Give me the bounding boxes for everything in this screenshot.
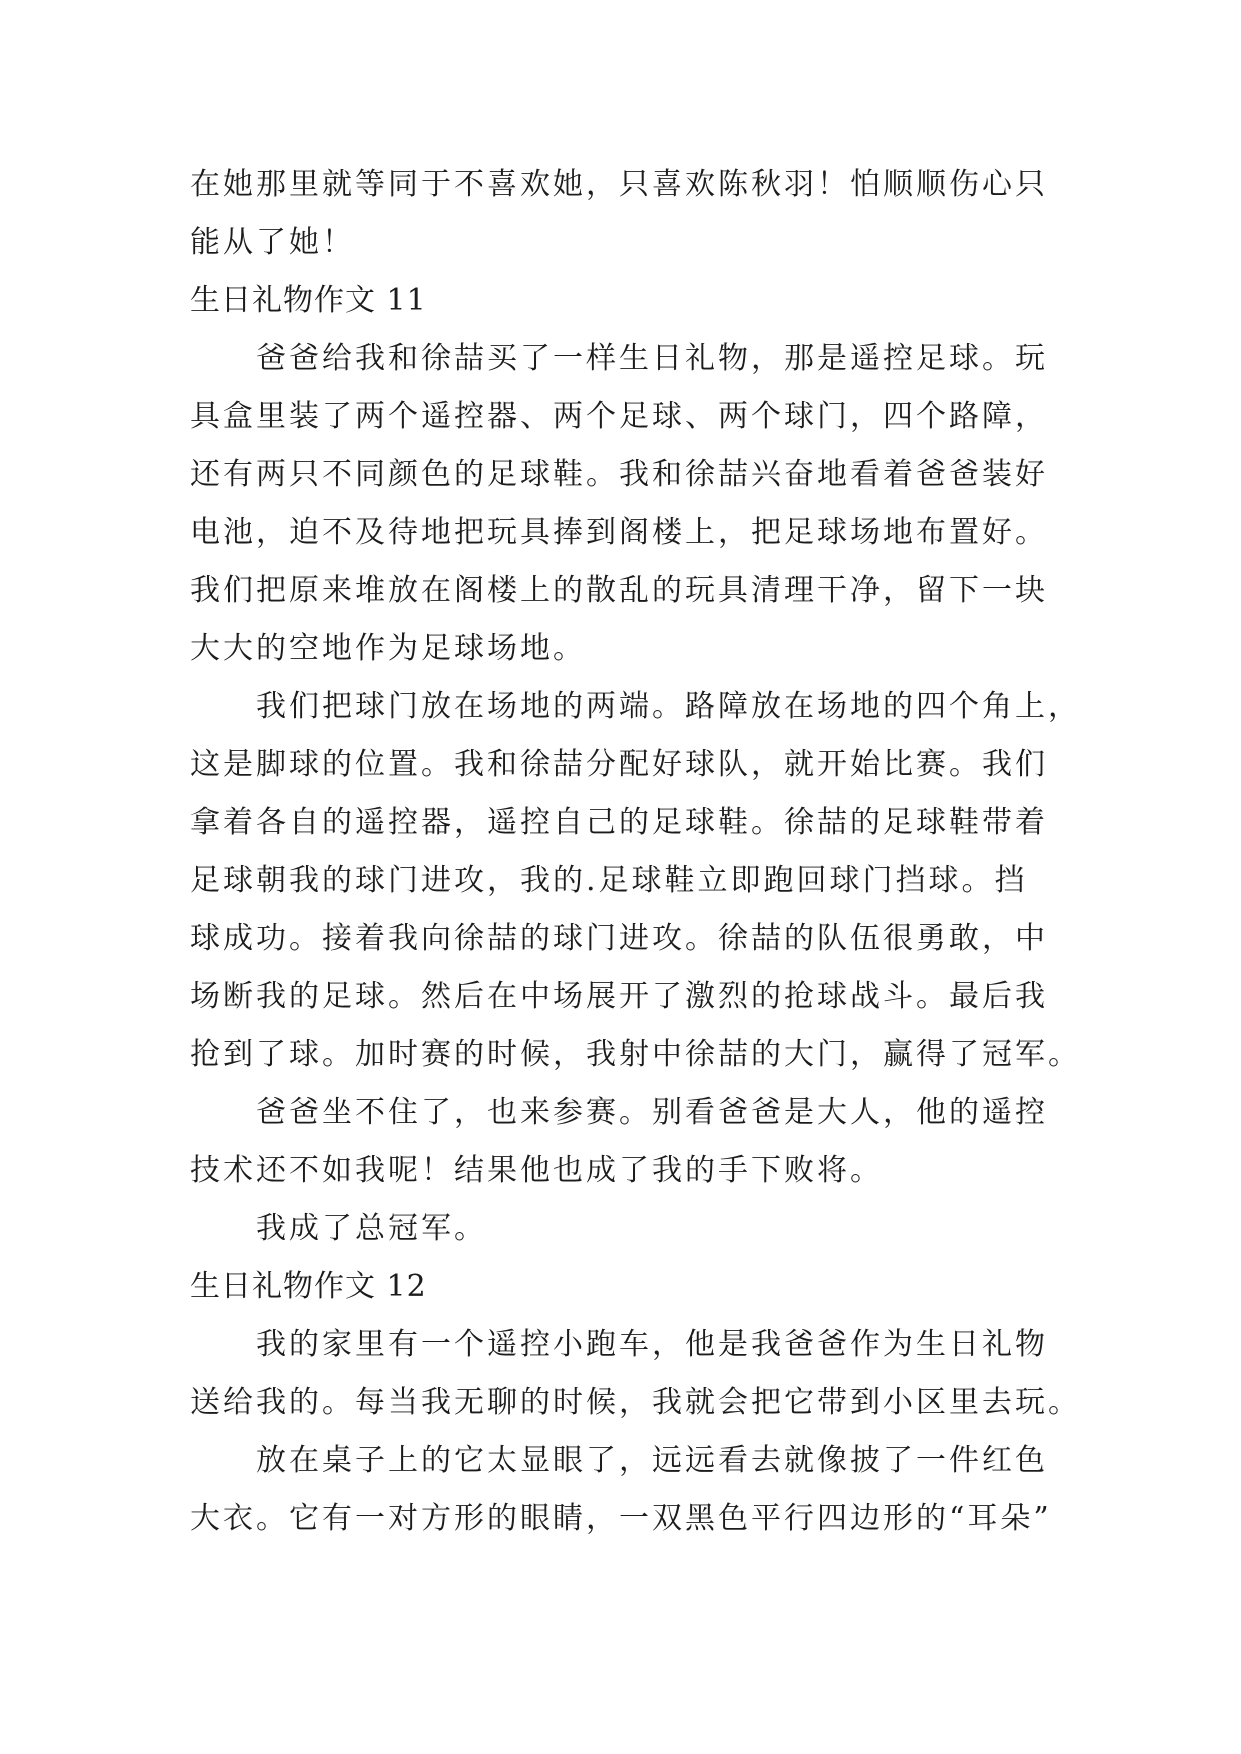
paragraph-line: 爸爸给我和徐喆买了一样生日礼物，那是遥控足球。玩 (256, 341, 1048, 376)
paragraph-line: 球成功。接着我向徐喆的球门进攻。徐喆的队伍很勇敢，中 (190, 921, 1048, 956)
paragraph (190, 678, 1090, 1084)
paragraph-line: 大大的空地作为足球场地。 (190, 631, 586, 666)
paragraph-line: 爸爸坐不住了，也来参赛。别看爸爸是大人，他的遥控 (256, 1095, 1048, 1130)
paragraph-line: 具盒里装了两个遥控器、两个足球、两个球门，四个路障， (190, 399, 1048, 434)
paragraph (190, 1432, 1090, 1548)
paragraph-line: 还有两只不同颜色的足球鞋。我和徐喆兴奋地看着爸爸装好 (190, 457, 1048, 492)
paragraph-line: 拿着各自的遥控器，遥控自己的足球鞋。徐喆的足球鞋带着 (190, 805, 1048, 840)
paragraph-line: 我们把球门放在场地的两端。路障放在场地的四个角上， (256, 689, 1081, 724)
paragraph (190, 330, 1090, 678)
paragraph (190, 1316, 1090, 1432)
section-heading: 生日礼物作文 12 (190, 1269, 427, 1304)
paragraph-line: 送给我的。每当我无聊的时候，我就会把它带到小区里去玩。 (190, 1385, 1081, 1420)
section-essay-12 (190, 1258, 1090, 1548)
paragraph-line: 大衣。它有一对方形的眼睛，一双黑色平行四边形的“耳朵” (190, 1501, 1052, 1536)
paragraph-line: 电池，迫不及待地把玩具捧到阁楼上，把足球场地布置好。 (190, 515, 1048, 550)
paragraph-line: 我成了总冠军。 (256, 1211, 487, 1246)
paragraph (190, 1200, 1090, 1258)
paragraph-line: 这是脚球的位置。我和徐喆分配好球队，就开始比赛。我们 (190, 747, 1048, 782)
paragraph-line: 技术还不如我呢！结果他也成了我的手下败将。 (190, 1153, 883, 1188)
paragraph-line: 场断我的足球。然后在中场展开了激烈的抢球战斗。最后我 (190, 979, 1048, 1014)
section-heading: 生日礼物作文 11 (190, 283, 427, 318)
document-body (190, 156, 1090, 1548)
paragraph-line: 放在桌子上的它太显眼了，远远看去就像披了一件红色 (256, 1443, 1048, 1478)
paragraph-line: 我的家里有一个遥控小跑车，他是我爸爸作为生日礼物 (256, 1327, 1048, 1362)
paragraph-line: 我们把原来堆放在阁楼上的散乱的玩具清理干净，留下一块 (190, 573, 1048, 608)
paragraph-line: 抢到了球。加时赛的时候，我射中徐喆的大门，赢得了冠军。 (190, 1037, 1081, 1072)
paragraph-line: 在她那里就等同于不喜欢她，只喜欢陈秋羽！怕顺顺伤心只 (190, 167, 1048, 202)
paragraph-line: 能从了她！ (190, 225, 355, 260)
paragraph (190, 1084, 1090, 1200)
continued-paragraph (190, 156, 1090, 272)
paragraph-line: 足球朝我的球门进攻，我的.足球鞋立即跑回球门挡球。挡 (190, 863, 1028, 898)
section-essay-11 (190, 272, 1090, 1258)
